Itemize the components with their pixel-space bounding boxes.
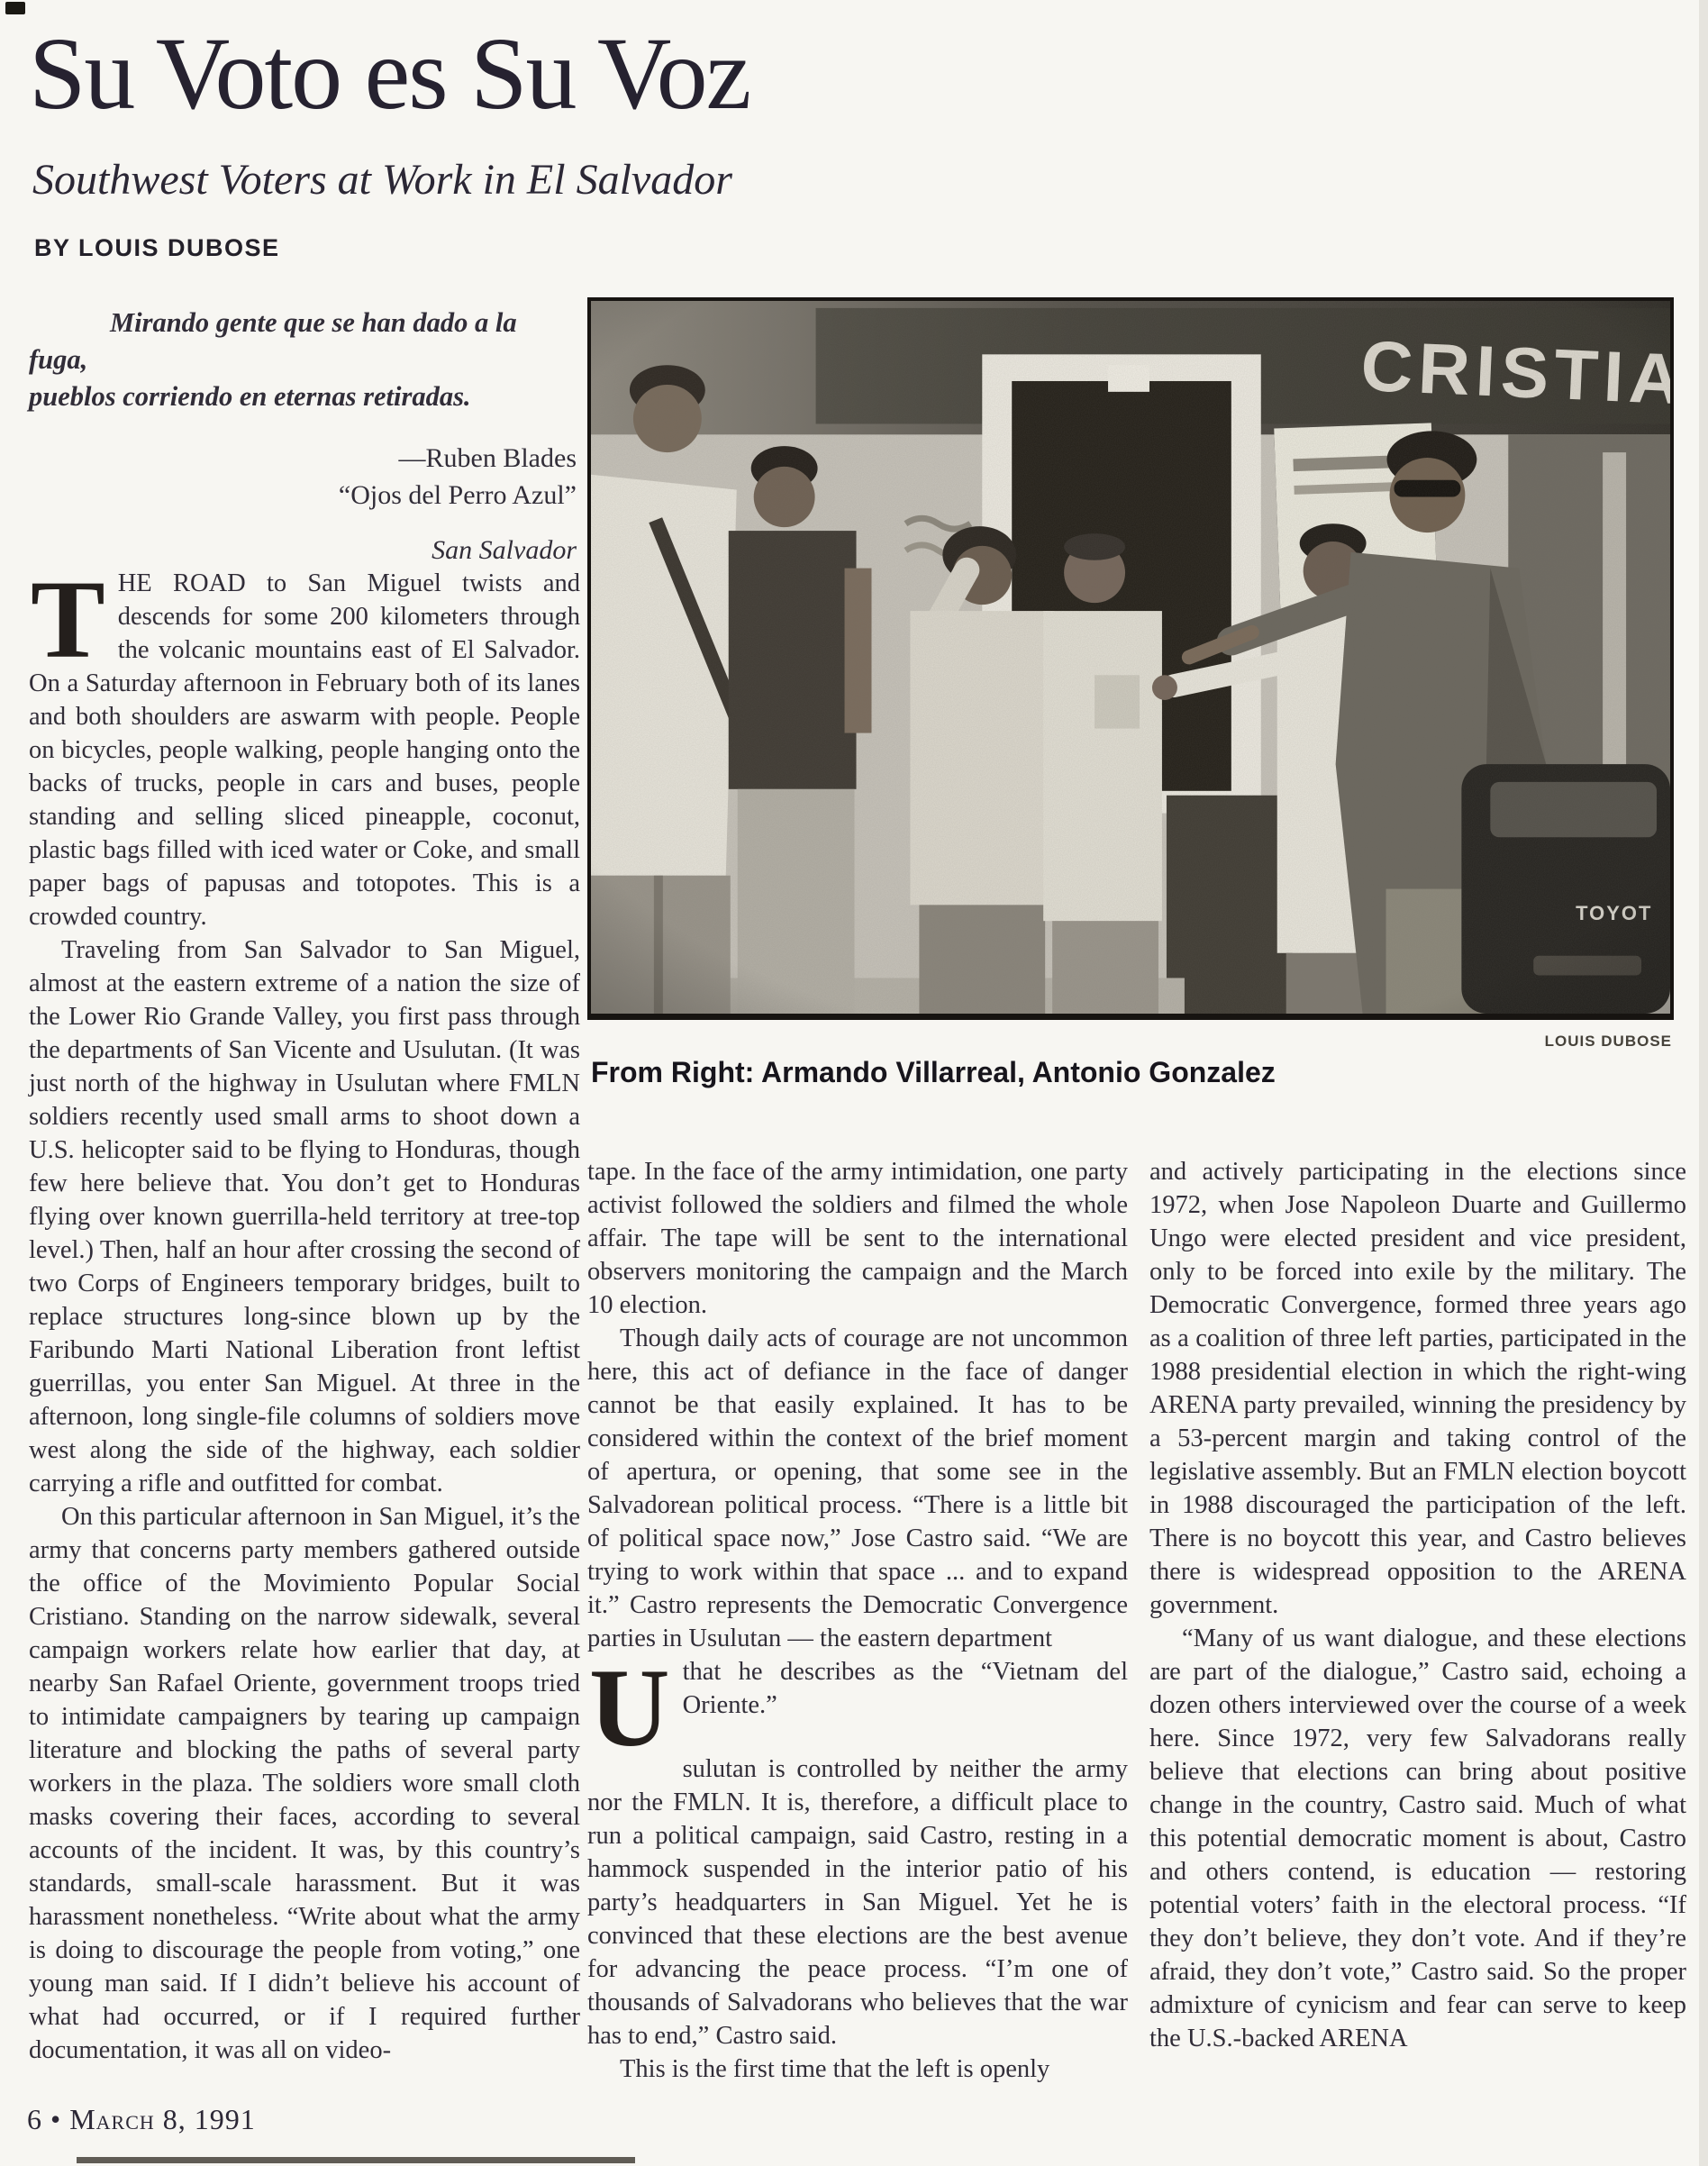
photo-illustration <box>591 301 1670 1014</box>
paragraph-6-text: sulutan is controlled by neither the army nor the FMLN. It is, therefore, a difficult place to run a political campaign, said Castro, resting in a hammock suspended in the interior patio of his party’s headquarters in San Miguel. Yet he is convinced that these elections are the best avenue for advancing the peace process. “I’m one of thousands of Salvadorans who believes that the war has to end,” Castro said. <box>587 1755 1128 2050</box>
epigraph-quote <box>29 305 580 415</box>
paragraph-6 <box>587 1646 1128 2052</box>
paragraph-5-hang: that he describes as the “Vietnam del Oriente.” <box>682 1658 1128 1719</box>
paragraph-7: This is the first time that the left is openly <box>620 2055 1050 2083</box>
epigraph-attribution <box>29 440 580 514</box>
paragraph-2: Traveling from San Salvador to San Miguel, almost at the eastern extreme of a nation the size of the Lower Rio Grande Valley, you first pass through the departments of San Vicente and Usulutan. (It was just north of the highway in Usulutan where FMLN soldiers recently used small arms to shoot down a U.S. helicopter said to be flying to Honduras, though few here believe that. You don’t get to Honduras flying over known guerrilla-held territory at tree-top level.) Then, half an hour after crossing the second of two Corps of Engineers temporary bridges, built to replace structures long-since blown up by the Faribundo Marti National Liberation front leftist guerrillas, you enter San Miguel. At three in the afternoon, long single-file columns of soldiers move west along the side of the highway, each soldier carrying a rifle and outfitted for combat. <box>29 936 580 1497</box>
article-photo <box>587 297 1674 1020</box>
paragraph-9: “Many of us want dialogue, and these elections are part of the dialogue,” Castro said, echoing a dozen others interviewed over the course of a week here. Since 1972, very few Salvadorans really believe that elections can bring about positive change in the country, Castro said. Much of what this potential democratic moment is about, Castro and others contend, is education — restoring potential voters’ faith in the electoral process. “If they don’t believe, they don’t vote. And if they’re afraid, they don’t vote,” Castro said. So the proper admixture of cynicism and fear can serve to keep the U.S.-backed ARENA <box>1149 1624 1686 2052</box>
epigraph-line-2: pueblos corriendo en eternas retiradas. <box>29 381 471 412</box>
article-subtitle: Southwest Voters at Work in El Salvador <box>32 156 732 204</box>
column-right <box>1149 1155 1686 2055</box>
photo-grain-overlay <box>591 301 1670 1014</box>
paragraph-5: Though daily acts of courage are not uncommon here, this act of defiance in the face of danger cannot be that easily explained. It has to be considered within the context of the brief moment of apertura, or opening, that some see in the Salvadorean political process. “There is a little bit of political space now,” Jose Castro said. “We are trying to work within that space ... and to expand it.” Castro represents the Democratic Convergence parties in Usulutan — the eastern department <box>587 1324 1128 1652</box>
page-title: Su Voto es Su Voz <box>29 16 750 131</box>
photo-credit: LOUIS DUBOSE <box>1544 1033 1672 1050</box>
dropcap-T: T <box>31 558 105 681</box>
scan-artifact-bottom <box>77 2157 635 2163</box>
scan-artifact-top-left <box>5 2 25 14</box>
photo-caption: From Right: Armando Villarreal, Antonio Gonzalez <box>591 1056 1276 1088</box>
byline: BY LOUIS DUBOSE <box>34 234 280 261</box>
column-left <box>29 305 580 2067</box>
paragraph-1-text: HE ROAD to San Miguel twists and descends for some 200 kilometers through the volcanic mountains east of El Salvador. On a Saturday afternoon in February both of its lanes and both shoulders are aswarm with people. People on bicycles, people walking, people hanging onto the backs of trucks, people in cars and buses, people standing and selling sliced pineapple, coconut, plastic bags filled with iced water or Coke, and small paper bags of papusas and totopotes. This is a crowded country. <box>29 569 580 931</box>
paragraph-8: and actively participating in the elections since 1972, when Jose Napoleon Duarte and Guillermo Ungo were elected president and vice president, only to be forced into exile by the military. The Democratic Convergence, formed three years ago as a coalition of three left parties, participated in the 1988 presidential election in which the right-wing ARENA party prevailed, winning the presidency by a 53-percent margin and taking control of the legislative assembly. But an FMLN election boycott in 1988 discouraged the participation of the left. There is no boycott this year, and Castro believes there is widespread opposition to the ARENA government. <box>1149 1158 1686 1619</box>
epigraph-line-1: Mirando gente que se han dado a la fuga, <box>29 307 517 375</box>
attribution-source: “Ojos del Perro Azul” <box>338 480 577 510</box>
paragraph-1 <box>29 558 580 933</box>
paragraph-3: On this particular afternoon in San Miguel, it’s the army that concerns party members gathered outside the office of the Movimiento Popular Social Cristiano. Standing on the narrow sidewalk, several campaign workers relate how earlier that day, at nearby San Rafael Oriente, government troops tried to intimidate campaigners by tearing up campaign literature and blocking the paths of several party workers in the plaza. The soldiers wore small cloth masks covering their faces, according to several accounts of the incident. It was, by this country’s standards, small-scale harassment. But it was harassment nonetheless. “Write about what the army is doing to discourage the people from voting,” one young man said. If I didn’t believe his account of what had occurred, or if I required further documentation, it was all on video- <box>29 1503 580 2064</box>
page-footer: 6 • March 8, 1991 <box>27 2103 256 2135</box>
paragraph-4: tape. In the face of the army intimidation, one party activist followed the soldiers and filmed the whole affair. The tape will be sent to the international observers monitoring the campaign and the March 10 election. <box>587 1158 1128 1319</box>
column-middle <box>587 1155 1128 2086</box>
attribution-author: —Ruben Blades <box>398 443 577 473</box>
dropcap-U: U <box>589 1646 670 1770</box>
dateline: San Salvador <box>432 535 577 565</box>
scan-artifact-right-edge <box>1699 0 1708 2166</box>
